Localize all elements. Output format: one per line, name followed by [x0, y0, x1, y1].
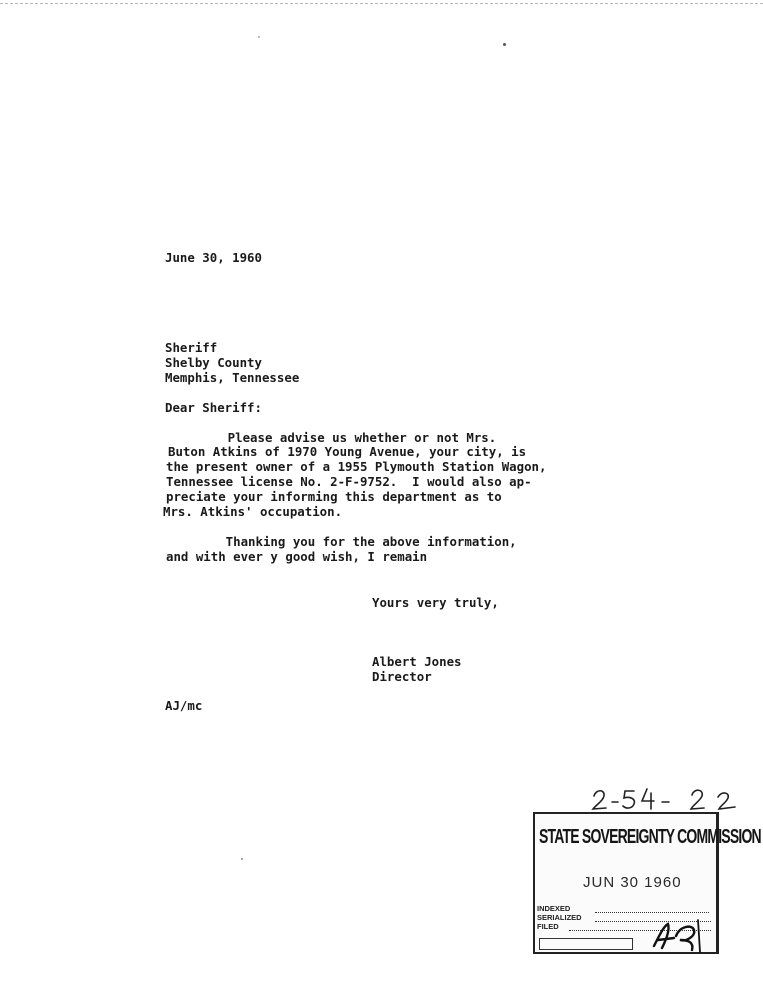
stamp-box — [539, 938, 633, 950]
salutation: Dear Sheriff: — [165, 400, 262, 415]
letter-date: June 30, 1960 — [165, 250, 262, 265]
recipient-line: Shelby County — [165, 355, 262, 370]
body-line: Please advise us whether or not Mrs. — [168, 430, 497, 445]
signer-name: Albert Jones — [372, 654, 462, 669]
stamp-field-serialized: SERIALIZED — [537, 913, 582, 922]
stamp-field-filed: FILED — [537, 922, 559, 931]
stamp-date: JUN 30 1960 — [583, 874, 682, 891]
signer-title: Director — [372, 669, 432, 684]
stamp-dotted-line — [595, 912, 709, 913]
body-line: and with ever y good wish, I remain — [166, 549, 428, 564]
handwritten-file-number — [590, 787, 763, 815]
body-line: Buton Atkins of 1970 Young Avenue, your city, is — [168, 444, 527, 459]
stamp-title: STATE SOVEREIGNTY COMMISSION — [539, 824, 761, 848]
body-line: preciate your informing this department as to — [166, 489, 502, 504]
body-line: Mrs. Atkins' occupation. — [163, 504, 343, 519]
body-line: the present owner of a 1955 Plymouth Station Wagon, — [166, 459, 547, 474]
closing: Yours very truly, — [372, 595, 499, 610]
stamp-field-indexed: INDEXED — [537, 904, 571, 913]
handwritten-initials-mark — [650, 916, 710, 954]
body-line: Tennessee license No. 2-F-9752. I would also ap- — [166, 474, 532, 489]
reference-initials: AJ/mc — [165, 698, 203, 713]
body-line: Thanking you for the above information, — [166, 534, 517, 549]
recipient-line: Memphis, Tennessee — [165, 370, 300, 385]
recipient-line: Sheriff — [165, 340, 218, 355]
